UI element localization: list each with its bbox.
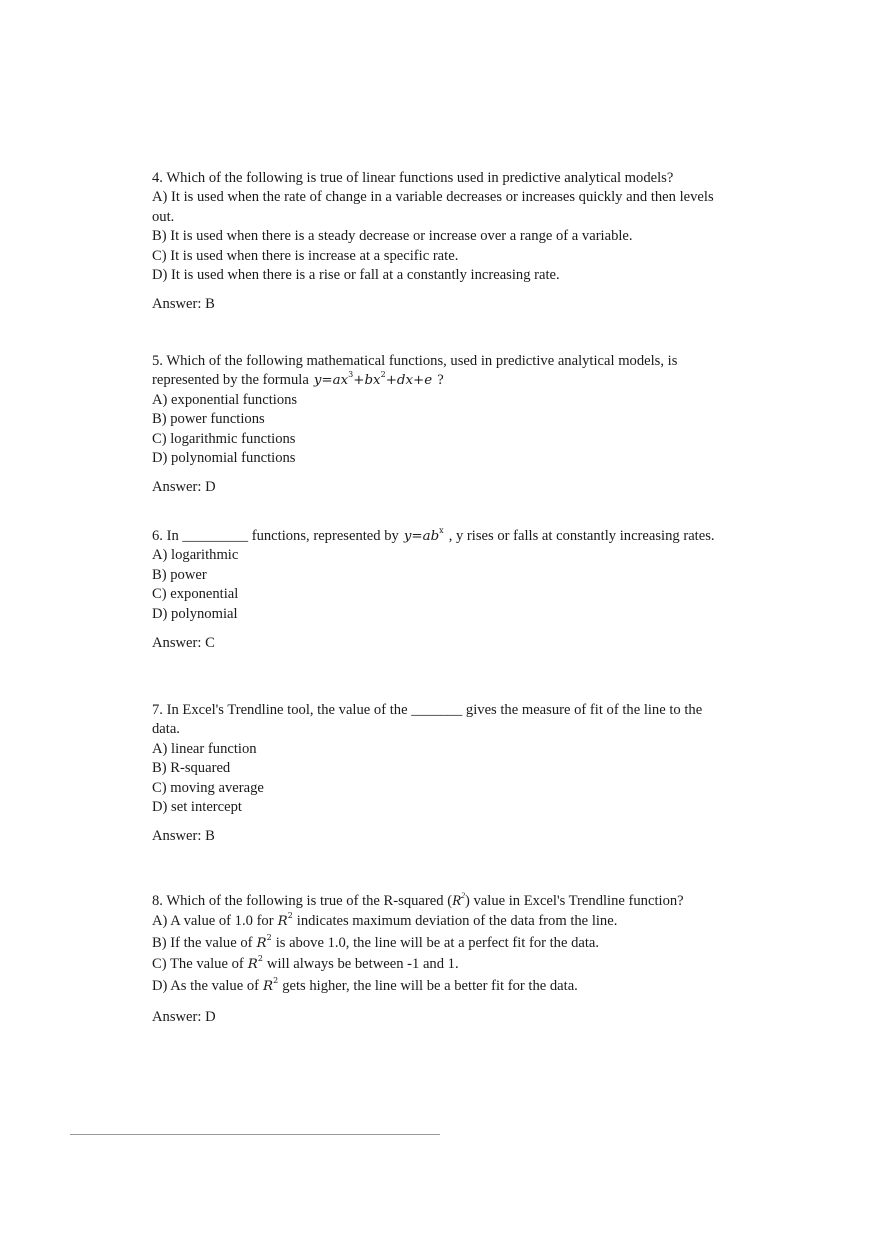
question-5 (152, 352, 727, 498)
r-squared-symbol: $R^2$ (247, 954, 263, 973)
option-d: D) set intercept (152, 799, 242, 816)
option-b: B) R-squared (152, 760, 231, 777)
option-c: C) logarithmic functions (152, 430, 296, 447)
answer: Answer: B (152, 828, 215, 845)
question-stem: 6. In _________ functions, represented by $y=ab^x$ , y rises or falls at constantly increasing rates. (152, 526, 715, 544)
option-a: A) It is used when the rate of change in a variable decreases or increases quickly and then levels out. (152, 189, 714, 225)
exponential-formula: $y=ab^x$ (403, 526, 444, 544)
question-stem: 8. Which of the following is true of the R-squared $(R^2)$ value in Excel's Trendline function? (152, 891, 684, 909)
question-8 (152, 891, 727, 1027)
r-squared-symbol: $R^2$ (263, 975, 279, 994)
option-b: B) It is used when there is a steady decrease or increase over a range of a variable. (152, 228, 633, 245)
option-d: D) As the value of $R^2$ gets higher, the line will be a better fit for the data. (152, 975, 578, 994)
option-b: B) If the value of $R^2$ is above 1.0, the line will be at a perfect fit for the data. (152, 932, 600, 951)
r-squared-symbol: $R^2$ (452, 891, 465, 909)
answer: Answer: C (152, 635, 215, 652)
question-7 (152, 701, 727, 847)
option-d: D) polynomial functions (152, 450, 296, 467)
option-a: A) A value of 1.0 for $R^2$ indicates maximum deviation of the data from the line. (152, 911, 618, 930)
r-squared-symbol: $R^2$ (256, 932, 272, 951)
question-stem: 5. Which of the following mathematical functions, used in predictive analytical models, is represented by the formula $y=ax^3+bx^2+dx+e$ ? (152, 353, 678, 389)
question-4 (152, 169, 727, 315)
option-c: C) moving average (152, 779, 264, 796)
r-squared-symbol: $R^2$ (277, 911, 293, 930)
option-a: A) logarithmic (152, 547, 239, 564)
question-stem: 7. In Excel's Trendline tool, the value of the _______ gives the measure of fit of the line to the data. (152, 702, 703, 738)
option-d: D) polynomial (152, 605, 238, 622)
option-d: D) It is used when there is a rise or fall at a constantly increasing rate. (152, 267, 560, 284)
question-6 (152, 527, 727, 653)
option-c: C) exponential (152, 586, 239, 603)
answer: Answer: D (152, 1009, 216, 1026)
option-a: A) exponential functions (152, 391, 298, 408)
answer: Answer: B (152, 296, 215, 313)
answer: Answer: D (152, 479, 216, 496)
footnote-divider (70, 1134, 440, 1135)
option-c: C) The value of $R^2$ will always be between -1 and 1. (152, 954, 459, 973)
question-stem: 4. Which of the following is true of linear functions used in predictive analytical models? (152, 170, 674, 186)
option-a: A) linear function (152, 740, 257, 757)
polynomial-formula: $y=ax^3+bx^2+dx+e$ (313, 370, 433, 389)
option-b: B) power (152, 566, 207, 583)
option-b: B) power functions (152, 411, 265, 428)
option-c: C) It is used when there is increase at a specific rate. (152, 247, 459, 264)
